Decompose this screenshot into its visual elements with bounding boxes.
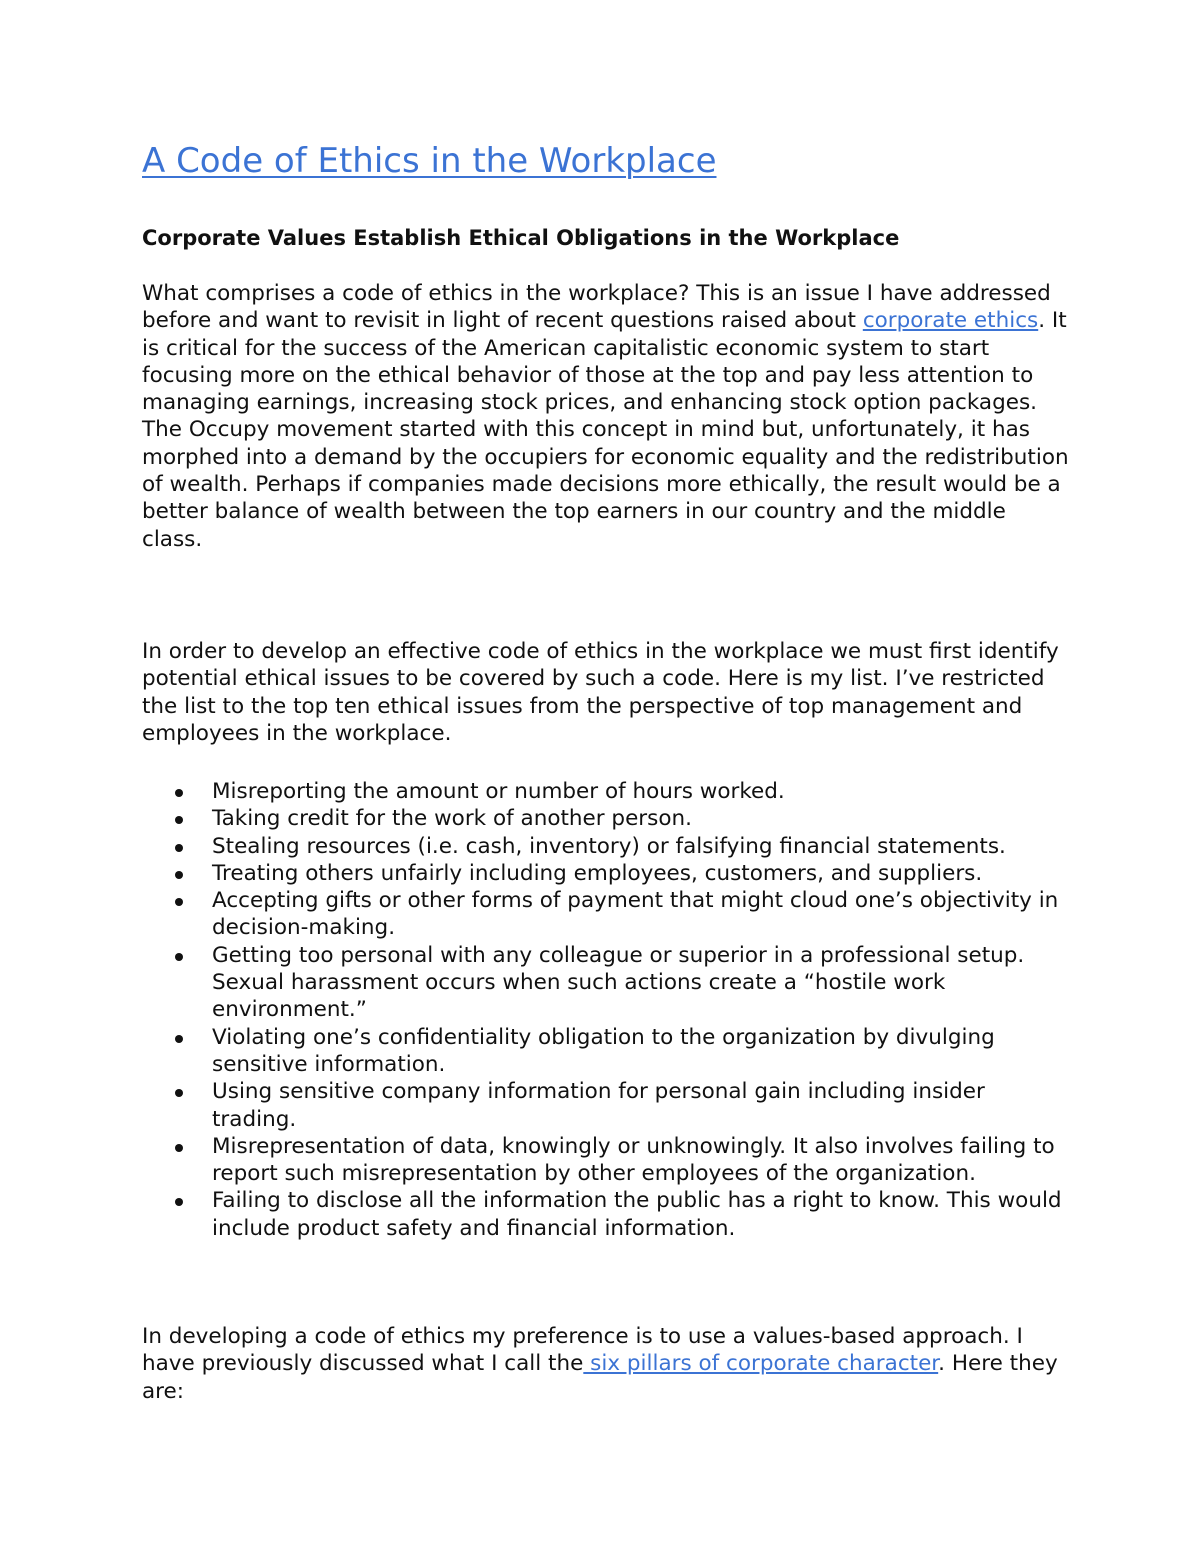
bullet-icon xyxy=(175,953,183,961)
list-item xyxy=(142,860,1072,887)
list-item xyxy=(142,1078,1072,1133)
document-page xyxy=(142,138,1072,1404)
values-paragraph xyxy=(142,1323,1072,1405)
page-title xyxy=(142,138,1072,184)
six-pillars-link[interactable]: six pillars of corporate character xyxy=(583,1351,939,1377)
intro-text-before-link: What comprises a code of ethics in the workplace? This is an issue I have addressed before and want to revisit in light of recent questions raised about xyxy=(142,281,1051,334)
bullet-icon xyxy=(175,816,183,824)
issues-intro-paragraph: In order to develop an effective code of ethics in the workplace we must first identify potential ethical issues to be covered by such a code. Here is my list. I’ve restricted the list to the top ten ethical issues from the perspective of top management and employees in the workplace. xyxy=(142,639,1059,746)
list-item xyxy=(142,805,1072,832)
bullet-icon xyxy=(175,1198,183,1206)
title-link[interactable]: A Code of Ethics in the Workplace xyxy=(142,141,717,181)
list-item-text: Misrepresentation of data, knowingly or unknowingly. It also involves failing to report such misrepresentation by other employees of the organization. xyxy=(212,1133,1055,1187)
bullet-icon xyxy=(175,898,183,906)
bullet-icon xyxy=(175,844,183,852)
corporate-ethics-link[interactable]: corporate ethics xyxy=(862,308,1039,334)
bullet-icon xyxy=(175,1035,183,1043)
list-item-text: Using sensitive company information for personal gain including insider trading. xyxy=(212,1079,985,1132)
values-text-before-link: In developing a code of ethics my preference is to use a values-based approach. I have previously discussed what I call the xyxy=(142,1324,1023,1377)
subtitle: Corporate Values Establish Ethical Obligations in the Workplace xyxy=(142,226,900,250)
list-item xyxy=(142,1024,1072,1079)
list-item xyxy=(142,887,1072,942)
list-item-text: Accepting gifts or other forms of payment that might cloud one’s objectivity in decision-making. xyxy=(212,888,1059,941)
list-item-text: Getting too personal with any colleague or superior in a professional setup. Sexual harassment occurs when such actions create a “hostile work environment.” xyxy=(212,942,1025,1023)
list-item xyxy=(142,942,1072,1024)
list-item-text: Taking credit for the work of another person. xyxy=(212,806,692,832)
bullet-icon xyxy=(175,1144,183,1152)
list-item-text: Failing to disclose all the information the public has a right to know. This would include product safety and financial information. xyxy=(212,1188,1062,1241)
values-text-after-link: . Here they are: xyxy=(142,1351,1058,1404)
bullet-icon xyxy=(175,1089,183,1097)
ethical-issues-list xyxy=(142,778,1072,1242)
intro-paragraph xyxy=(142,280,1072,553)
list-item-text: Stealing resources (i.e. cash, inventory) or falsifying financial statements. xyxy=(212,833,1006,859)
list-item-text: Treating others unfairly including employees, customers, and suppliers. xyxy=(212,860,983,886)
list-item xyxy=(142,1133,1072,1188)
intro-text-after-link: . It is critical for the success of the American capitalistic economic system to start focusing more on the ethical behavior of those at the top and pay less attention to managing earnings, increasing stock prices, and enhancing stock option packages. The Occupy movement started with this concept in mind but, unfortunately, it has morphed into a demand by the occupiers for economic equality and the redistribution of wealth. Perhaps if companies made decisions more ethically, the result would be a better balance of wealth between the top earners in our country and the middle class. xyxy=(142,308,1069,552)
bullet-icon xyxy=(175,789,183,797)
list-item-text: Violating one’s confidentiality obligation to the organization by divulging sensitive information. xyxy=(212,1024,995,1077)
list-item xyxy=(142,778,1072,805)
list-item xyxy=(142,1187,1072,1242)
list-item-text: Misreporting the amount or number of hours worked. xyxy=(212,779,785,804)
bullet-icon xyxy=(175,871,183,879)
list-item xyxy=(142,833,1072,860)
